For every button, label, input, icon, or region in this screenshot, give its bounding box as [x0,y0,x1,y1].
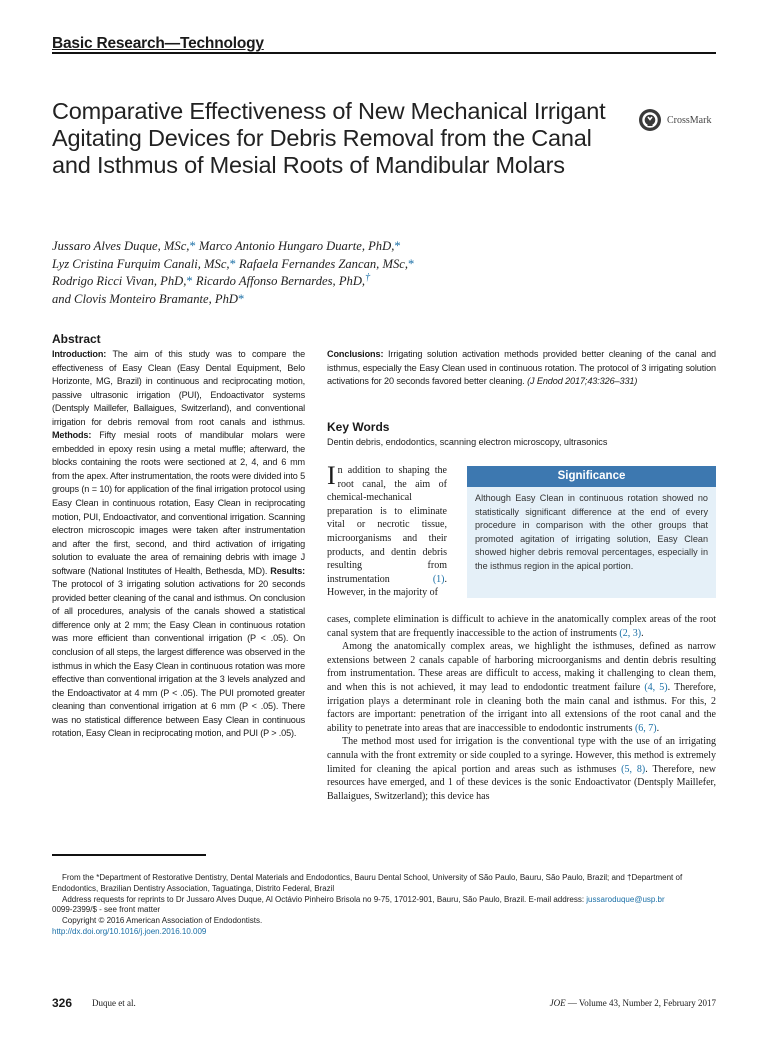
doi-link[interactable]: http://dx.doi.org/10.1016/j.joen.2016.10.009 [52,926,207,936]
footnote-rule [52,854,206,856]
abstract-continuation [327,348,716,389]
abstract-citation: (J Endod 2017;43:326–331) [527,376,638,387]
abstract-introduction: The aim of this study was to compare the effectiveness of Easy Clean (Easy Dental Equipment, Belo Horizonte, MG, Brazil) in continuous and reciprocating motion, passive ultrasonic irrigation (PUI), Endoactivator systems (Dentsply Maillefer, Ballaigues, Switzerland), and conventional irrigation for debris removal from root canals and isthmus. [52,349,305,427]
affiliation-mark[interactable]: * [237,291,245,306]
journal-volume: — Volume 43, Number 2, February 2017 [565,998,716,1008]
author-name: Rafaela Fernandes Zancan, MSc, [239,256,408,271]
author-name: and Clovis Monteiro Bramante, PhD [52,291,238,306]
copyright-line: Copyright © 2016 American Association of Endodontists. [62,916,263,926]
abstract-conclusions: Irrigating solution activation methods provided better cleaning of the canal and isthmus, especially the Easy Clean used in continuous rotation. The protocol of 3 irrigating solution activations for 20 seconds favored better cleaning. [327,349,716,387]
abstract-results: The protocol of 3 irrigating solution activations for 20 seconds provided better cleaning of the canal and isthmus. On conclusion of all procedures, analysis of the canals showed a statistical difference only at 2 mm; the Easy Clean in continuous rotation was more efficient than conventional irrigation (P < .05). On conclusion of all steps, the largest difference was observed in the isthmus in which the Easy Clean in continuous rotation was more effective than conventional irrigation at the 3 levels analyzed and the Endoactivator at 4 mm (P < .05). The PUI promoted greater cleaning than conventional irrigation at 6 mm (P < .05). There was no statistical difference between Easy Clean in continuous rotation, Easy Clean in reciprocating motion, and PUI (P > .05). [52,579,305,739]
email-link[interactable]: jussaroduque@usp.br [586,894,665,904]
crossmark-badge[interactable] [638,107,728,133]
reference-link[interactable]: (5, 8) [621,763,646,775]
intro-paragraph-start [327,461,447,600]
intro-paragraph: cases, complete elimination is difficult to achieve in the anatomically complex areas of the root canal system that are frequently inaccessible to the action of instruments (2, 3). [327,614,716,639]
intro-text: . However, in the majority of [327,573,447,599]
affiliation-mark[interactable]: * [394,239,401,253]
author-name: Ricardo Affonso Bernardes, PhD, [195,274,366,288]
abstract-methods: Fifty mesial roots of mandibular molars were embedded in epoxy resin using a metal muffle; afterward, the blocks containing the roots were sectioned at 2, 4, and 6 mm from the apex. After instrumentation, the roots were divided into 5 groups (n = 10) for application of the final irrigation protocol using Easy Clean in continuous rotation, Easy Clean in reciprocating motion, PUI, Endoactivator, and conventional irrigation. Scanning electron microscopic images were taken after instrumentation and after the first, second, and third activation of irrigating solution to evaluate the area of remaining debris with image J software (National Institutes of Health, Bethesda, MD). [52,430,305,576]
article-title: Comparative Effectiveness of New Mechanical Irrigant Agitating Devices for Debris Removal from the Canal and Isthmus of Mesial Roots of Mandibular Molars [52,98,606,178]
footnotes [52,873,716,938]
reference-link[interactable]: (4, 5) [644,681,668,693]
running-author: Duque et al. [92,998,136,1008]
abstract-label-introduction: Introduction: [52,349,107,359]
reference-link[interactable]: (1) [432,573,445,585]
intro-text: n addition to shaping the root canal, the aim of chemical-mechanical preparation is to eliminate vital or necrotic tissue, microorganisms and their products, and dentin debris resulting from instrumentation [327,465,447,585]
reprint-footnote: Address requests for reprints to Dr Jussaro Alves Duque, Al Octávio Pinheiro Brisola no 9-75, 17012-901, Bauru, São Paulo, Brazil. E-mail address: jussaroduque@usp.br [62,894,665,904]
intro-paragraph: The method most used for irrigation is the conventional type with the use of an irrigating cannula with the front extremity or side coupled to a syringe. However, this method is extremely limited for cleaning the apical portion and areas such as isthmuses (5, 8). Therefore, new resources have emerged, and 1 of these devices is the sonic Endoactivator (Dentsply Maillefer, Ballaigues, Switzerland); this device has [327,736,717,802]
author-name: Lyz Cristina Furquim Canali, MSc, [52,256,230,271]
significance-heading: Significance [467,466,716,487]
page-number: 326 [52,996,73,1010]
author-name: Rodrigo Ricci Vivan, PhD, [52,274,187,288]
author-name: Jussaro Alves Duque, MSc, [52,239,190,253]
journal-info [496,998,716,1008]
intro-paragraph: Among the anatomically complex areas, we highlight the isthmuses, defined as narrow extensions between 2 canals capable of harboring microorganisms and dentin debris resulting from instrumentation. These areas are difficult to access, making it challenging to clean them, and when this is not achieved, it may lead to endodontic treatment failure (4, 5). Therefore, irrigation plays a determinant role in cleaning both the main canal and isthmus. For this, 2 factors are important: penetration of the irrigant into all extensions of the root canal and the ability to penetrate into areas that are inaccessible to endodontic instruments (6, 7). [327,641,716,734]
abstract-label-conclusions: Conclusions: [327,349,384,359]
affiliation-mark[interactable]: * [189,239,196,253]
drop-cap: I [327,461,336,490]
top-rule [52,52,716,54]
author-list [52,238,572,308]
journal-abbrev: JOE [549,998,566,1008]
significance-text: Although Easy Clean in continuous rotation showed no statistically significant difference at the end of every procedure in comparison with the other groups that promoted agitation of irrigating solution, Easy Clean showed higher debris removal percentages, especially in the isthmus region in the apical portion. [475,493,708,571]
section-label: Basic Research—Technology [52,35,264,52]
affiliation-mark[interactable]: * [186,274,193,288]
affiliation-mark[interactable]: * [407,256,415,271]
abstract-heading: Abstract [52,332,101,346]
reference-link[interactable]: (2, 3) [619,627,642,639]
significance-box [467,466,716,598]
author-name: Marco Antonio Hungaro Duarte, PhD, [198,239,395,253]
crossmark-icon [638,108,662,132]
affiliation-mark[interactable]: † [365,271,371,283]
affiliation-footnote: From the *Department of Restorative Dentistry, Dental Materials and Endodontics, Bauru Dental School, University of São Paulo, Bauru, São Paulo, Brazil; and †Department of Endodontics, Brazilian Dentistry Association, Taguatinga, Distrito Federal, Brazil [52,873,683,893]
reference-link[interactable]: (6, 7) [634,722,657,734]
intro-body [327,613,716,803]
affiliation-mark[interactable]: * [229,256,236,271]
keywords-heading: Key Words [327,420,390,434]
abstract-body [52,348,305,741]
abstract-label-methods: Methods: [52,430,92,441]
abstract-label-results: Results: [270,565,305,576]
crossmark-label: CrossMark [667,114,712,126]
issn-line: 0099-2399/$ - see front matter [52,905,161,915]
keywords-list: Dentin debris, endodontics, scanning electron microscopy, ultrasonics [327,437,608,447]
